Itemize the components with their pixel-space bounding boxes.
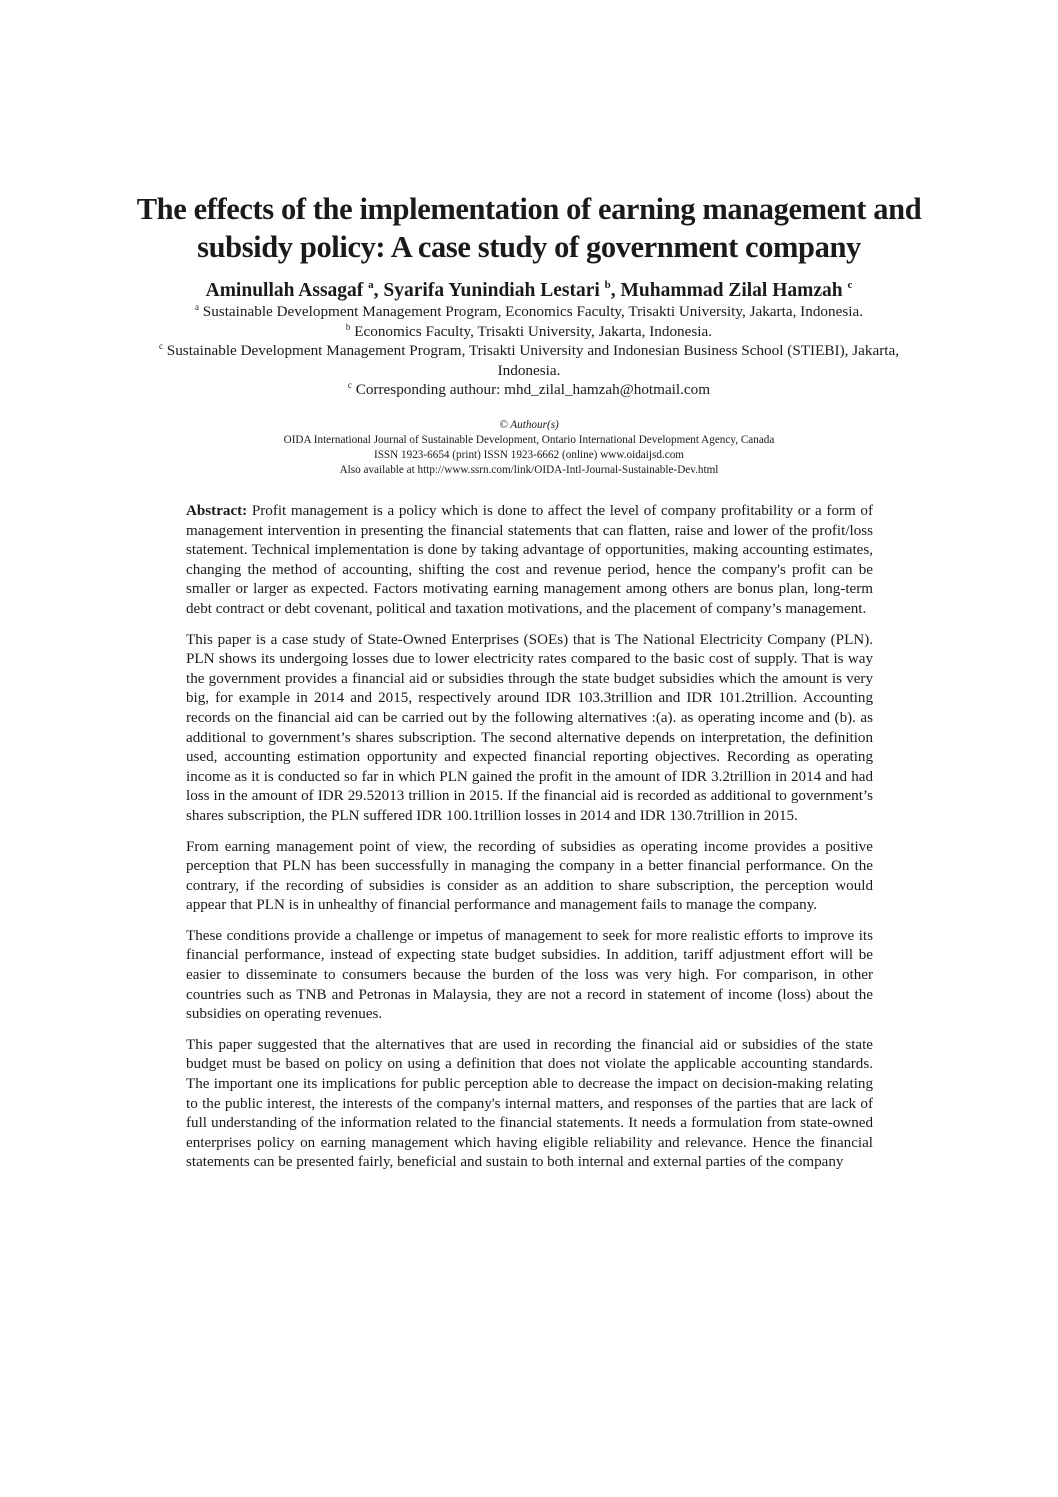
abstract-section [186,502,873,1184]
affiliation-text: Sustainable Development Management Program, Economics Faculty, Trisakti University, Jakarta, Indonesia. [202,303,864,320]
author-affiliation-marker: c [847,279,853,291]
affiliation-marker: a [194,302,199,312]
affiliation-text: Sustainable Development Management Program, Trisakti University and Indonesian Business School (STIEBI), Jakarta, Indonesia. [166,342,900,379]
affiliation-marker: b [345,321,351,332]
abstract-paragraph [186,502,873,620]
journal-issn: ISSN 1923-6654 (print) ISSN 1923-6662 (online) www.oidaijsd.com [373,449,684,461]
author-separator: , [610,280,621,301]
abstract-paragraph: This paper is a case study of State-Owned Enterprises (SOEs) that is The National Electricity Company (PLN). PLN shows its undergoing losses due to lower electricity rates compared to the basic cost of supply. That is way the government provides a financial aid or subsidies through the state budget subsidies which the amount is very big, for example in 2014 and 2015, respectively around IDR 103.3trillion and IDR 101.2trillion. Accounting records on the financial aid can be carried out by the following alternatives :(a). as operating income and (b). as additional to government’s shares subscription. The second alternative depends on interpretation, the definition used, accounting estimation opportunity and expected financial reporting objectives. Recording as operating income as it is conducted so far in which PLN gained the profit in the amount of IDR 3.2trillion in 2014 and had loss in the amount of IDR 29.52013 trillion in 2015. If the financial aid is recorded as additional to government’s shares subscription, the PLN suffered IDR 100.1trillion losses in 2014 and IDR 130.7trillion in 2015. [186,631,873,824]
corresponding-author-text: Corresponding authour: mhd_zilal_hamzah@hotmail.com [355,381,711,398]
affiliation-marker: c [158,341,163,351]
author-separator: , [373,280,384,301]
abstract-paragraph: These conditions provide a challenge or impetus of management to seek for more realistic efforts to improve its financial performance, instead of expecting state budget subsidies. In addition, tariff adjustment effort will be easier to disseminate to consumers because the burden of the loss was very high. For comparison, in other countries such as TNB and Petronas in Malaysia, they are not a record in statement of income (loss) about the subsidies on operating revenues. [186,927,873,1023]
copyright-notice: © Authour(s) [499,419,559,431]
affiliation-item [100,341,958,380]
author-name: Syarifa Yunindiah Lestari [383,280,600,301]
abstract-paragraph: This paper suggested that the alternatives that are used in recording the financial aid or subsidies of the state budget must be based on policy on using a definition that does not violate the applicable accounting standards. The important one its implications for public perception able to decrease the impact on decision-making relating to the public interest, the interests of the company's internal matters, and responses of the parties that are lack of full understanding of the information related to the financial statements. It needs a formulation from state-owned enterprises policy on earning management which having eligible reliability and relevance. Hence the financial statements can be presented fairly, beneficial and sustain to both internal and external parties of the company [186,1036,873,1171]
affiliation-item [100,322,958,342]
abstract-label: Abstract: [186,503,248,519]
affiliation-item [100,302,958,322]
author-affiliation-marker: b [604,279,611,291]
corresponding-author [100,380,958,400]
author-affiliation-marker: a [368,279,374,291]
abstract-paragraph: From earning management point of view, the recording of subsidies as operating income provides a positive perception that PLN has been successfully in managing the company in a better financial performance. On the contrary, if the recording of subsidies is consider as an addition to share subscription, the perception would appear that PLN is in unhealthy of financial performance and management fails to manage the company. [186,838,873,914]
journal-info [150,418,908,478]
journal-name: OIDA International Journal of Sustainable Development, Ontario International Development Agency, Canada [283,434,775,446]
affiliation-marker: c [347,380,352,390]
paper-title: The effects of the implementation of earning management and subsidy policy: A case study of government company [136,192,922,264]
journal-availability-link[interactable]: Also available at http://www.ssrn.com/link/OIDA-Intl-Journal-Sustainable-Dev.html [339,464,719,476]
author-list [100,279,958,303]
author-name: Muhammad Zilal Hamzah [620,280,843,301]
abstract-paragraph-text: Profit management is a policy which is done to affect the level of company profitability or a form of management intervention in presenting the financial statements that can flatten, raise and lower of the profit/loss statement. Technical implementation is done by taking advantage of opportunities, making accounting estimates, changing the method of accounting, shifting the cost and revenue period, hence the company's profit can be smaller or larger as expected. Factors motivating earning management among others are bonus plan, long-term debt contract or debt covenant, political and taxation motivations, and the placement of company’s management. [186,503,873,617]
affiliation-text: Economics Faculty, Trisakti University, Jakarta, Indonesia. [354,322,713,340]
author-name: Aminullah Assagaf [205,280,364,301]
affiliation-list [100,302,958,400]
